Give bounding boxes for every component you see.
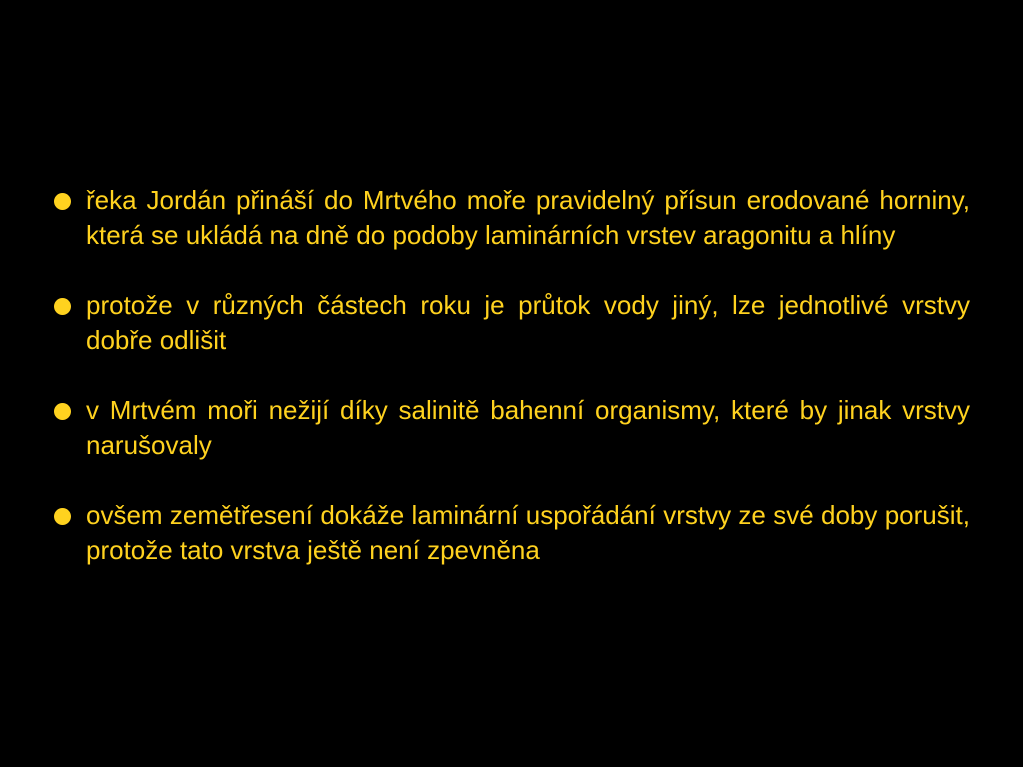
bullet-item <box>54 498 970 568</box>
bullet-dot-icon <box>54 508 71 525</box>
bullet-item <box>54 288 970 358</box>
bullet-item <box>54 393 970 463</box>
bullet-text: ovšem zemětřesení dokáže laminární uspořádání vrstvy ze své doby porušit, protože tato vrstva ještě není zpevněna <box>86 500 970 565</box>
bullet-dot-icon <box>54 298 71 315</box>
bullet-text: protože v různých částech roku je průtok vody jiný, lze jednotlivé vrstvy dobře odlišit <box>86 290 970 355</box>
bullet-list <box>54 183 970 603</box>
bullet-text: řeka Jordán přináší do Mrtvého moře pravidelný přísun erodované horniny, která se ukládá na dně do podoby laminárních vrstev aragonitu a hlíny <box>86 185 970 250</box>
bullet-dot-icon <box>54 403 71 420</box>
bullet-item <box>54 183 970 253</box>
bullet-dot-icon <box>54 193 71 210</box>
bullet-text: v Mrtvém moři nežijí díky salinitě bahenní organismy, které by jinak vrstvy narušovaly <box>86 395 970 460</box>
